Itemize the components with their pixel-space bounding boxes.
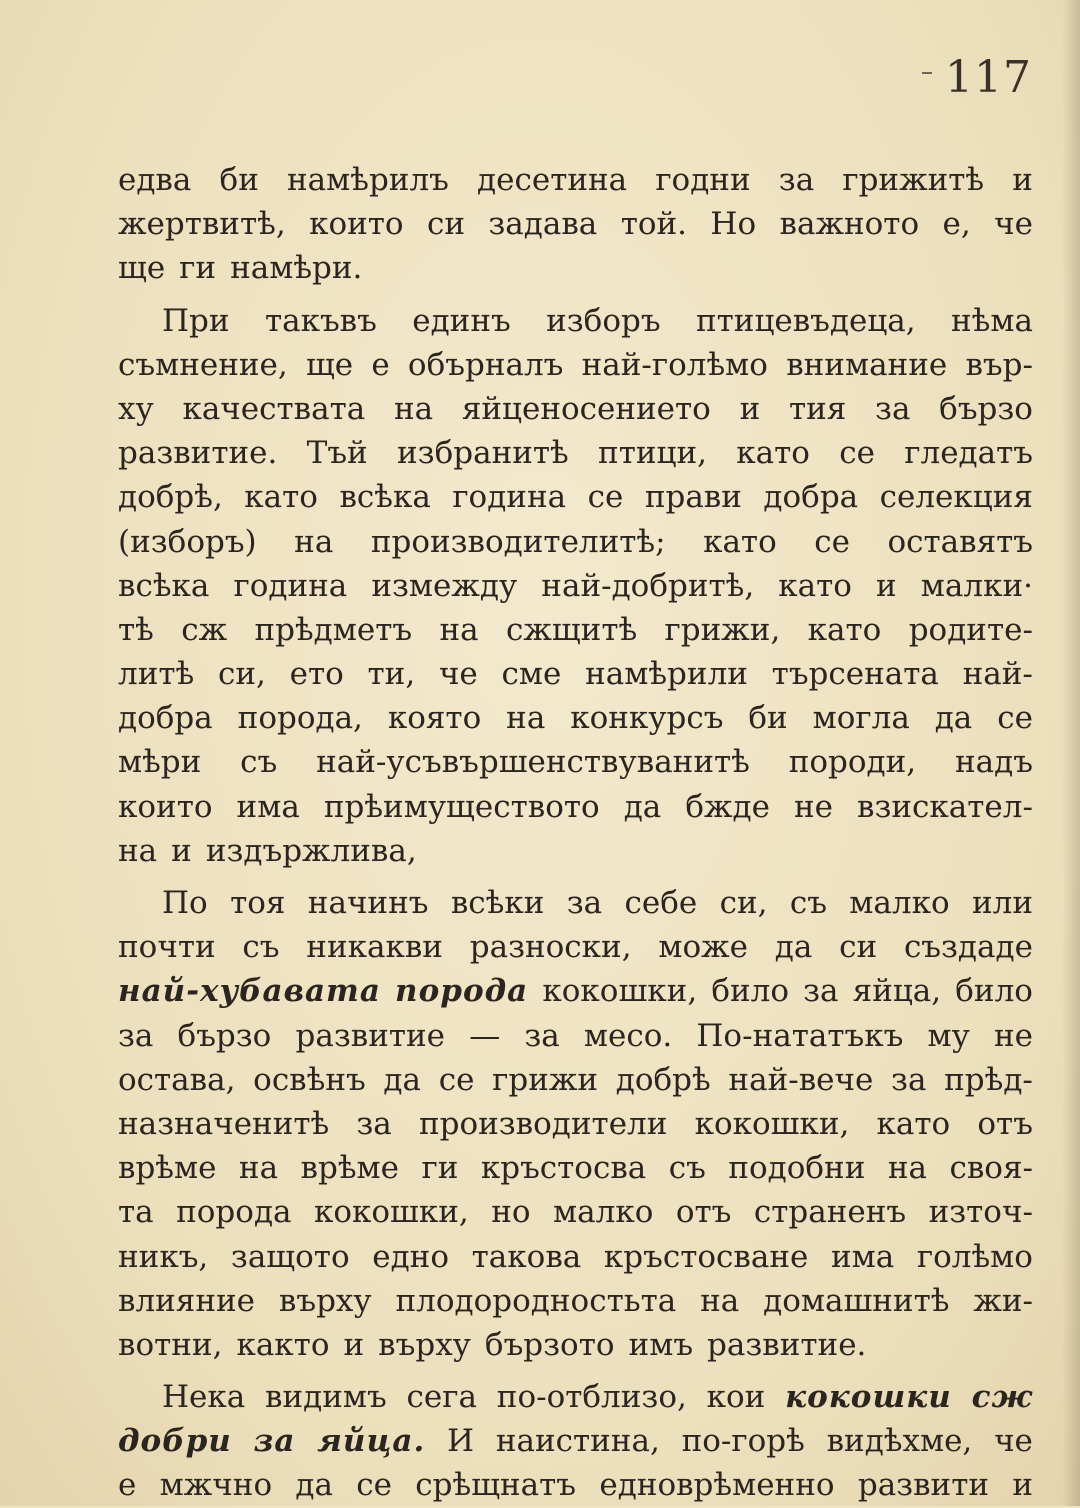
word: по-отблизо, <box>496 1379 687 1416</box>
word: отъ <box>977 1105 1033 1142</box>
word: развитие. <box>118 435 278 472</box>
word: разноски, <box>469 929 632 966</box>
word: че <box>438 656 478 693</box>
text-line <box>118 969 1033 1013</box>
word: птици, <box>598 435 707 472</box>
word: търсената <box>771 656 939 693</box>
word: малки· <box>920 567 1033 604</box>
word: най-добритѣ, <box>541 567 755 604</box>
emphasized-word: яйца. <box>317 1423 426 1460</box>
word: съ <box>240 744 278 781</box>
emphasized-word: кокошки <box>785 1379 952 1416</box>
word: било <box>711 973 789 1010</box>
word: като <box>876 1105 951 1142</box>
word: мѣри <box>118 744 202 781</box>
word: прѣимуществото <box>323 788 600 825</box>
word: конкурсъ <box>570 700 724 737</box>
word: може <box>658 929 748 966</box>
word: кръстосва <box>480 1150 647 1187</box>
text-line <box>118 829 1033 873</box>
word: защото <box>230 1238 350 1275</box>
word: съ <box>242 929 280 966</box>
text-line <box>118 202 1033 246</box>
word: срѣщнатъ <box>415 1467 577 1504</box>
word: и <box>343 1326 365 1363</box>
word: (изборъ) <box>118 523 257 560</box>
word: сега <box>406 1379 477 1416</box>
word: изборъ <box>546 302 661 339</box>
word: бързо <box>177 1017 272 1054</box>
word: развитие. <box>707 1326 867 1363</box>
word: за <box>566 885 603 921</box>
word: създаде <box>903 929 1033 966</box>
word: могла <box>812 700 910 737</box>
word: десетина <box>477 162 628 198</box>
word: начинъ <box>307 885 429 921</box>
word: той. <box>620 206 688 243</box>
text-body <box>118 158 1033 1508</box>
word: съмнение, <box>118 346 288 383</box>
word: родите- <box>908 611 1033 648</box>
word: или <box>971 885 1033 921</box>
paragraph-gap <box>118 291 1033 299</box>
word: обърналъ <box>407 346 564 383</box>
word: та <box>118 1194 154 1231</box>
word: вотни, <box>118 1326 223 1363</box>
word: прави <box>644 479 742 516</box>
word: издържлива, <box>205 832 417 869</box>
word: всѣки <box>450 885 545 921</box>
word: че <box>994 1423 1033 1460</box>
text-line <box>118 652 1033 696</box>
word: за <box>356 1105 392 1142</box>
word: месо. <box>583 1017 673 1054</box>
word: такъвъ <box>264 302 377 339</box>
word: ти, <box>367 656 416 693</box>
word: за <box>118 1017 154 1054</box>
word: най-голѣмо <box>581 346 768 383</box>
word: видѣхме, <box>826 1423 973 1460</box>
word: влияние <box>118 1282 256 1319</box>
text-line <box>118 431 1033 475</box>
text-line <box>118 564 1033 608</box>
word: се <box>438 1061 475 1098</box>
word: би <box>219 162 259 198</box>
word: литѣ <box>118 656 195 693</box>
word: — <box>469 1017 501 1054</box>
word: намѣри. <box>230 250 363 287</box>
word: за <box>778 162 815 198</box>
word: добра <box>118 700 213 737</box>
emphasized-word: порода <box>395 973 529 1010</box>
paragraph-gap <box>118 873 1033 881</box>
word: се <box>587 479 624 516</box>
text-line <box>118 1235 1033 1279</box>
word: които <box>309 206 404 243</box>
text-line <box>118 608 1033 652</box>
word: на <box>294 523 334 560</box>
word: кокошки, <box>313 1194 469 1231</box>
word: като <box>778 567 852 604</box>
word: птицевъдеца, <box>695 302 916 339</box>
word: съ <box>789 885 827 921</box>
word: вър- <box>965 346 1033 383</box>
word: внимание <box>786 346 948 383</box>
emphasized-word: най-хубавата <box>118 973 381 1010</box>
word: на <box>700 1282 740 1319</box>
word: никъ, <box>118 1238 209 1275</box>
word: назначенитѣ <box>118 1105 330 1142</box>
word: жертвитѣ, <box>118 206 286 243</box>
word: като <box>244 479 318 516</box>
word: има <box>830 1238 895 1275</box>
word: малко <box>553 1194 654 1231</box>
text-line <box>118 387 1033 431</box>
word: да <box>934 700 973 737</box>
word: грижи <box>492 1061 599 1098</box>
word: бжде <box>685 788 770 825</box>
word: едно <box>372 1238 450 1275</box>
word: ще <box>118 250 166 287</box>
word: като <box>736 435 810 472</box>
word: най-усъвършенствуванитѣ <box>316 744 750 781</box>
word: прѣд- <box>944 1061 1033 1098</box>
text-line <box>118 1146 1033 1190</box>
word: не <box>993 1017 1033 1054</box>
text-line <box>118 785 1033 829</box>
word: По <box>162 885 208 921</box>
text-line <box>118 1375 1033 1419</box>
word: на <box>238 1150 279 1187</box>
word: като <box>807 611 882 648</box>
word: но <box>491 1194 531 1231</box>
word: не <box>793 788 833 825</box>
word: грижи, <box>664 611 781 648</box>
word: е <box>371 346 390 383</box>
word: своя- <box>949 1150 1033 1187</box>
word: ху <box>118 390 154 427</box>
text-line <box>118 1323 1033 1367</box>
word: кои <box>706 1379 766 1416</box>
word: единъ <box>412 302 511 339</box>
word: на <box>506 700 546 737</box>
word: Тъй <box>306 435 368 472</box>
word: било <box>955 973 1033 1010</box>
word: врѣме <box>118 1150 217 1187</box>
page-number: 117 <box>945 52 1032 103</box>
text-line <box>118 1463 1033 1507</box>
word: остава, <box>118 1061 236 1098</box>
text-line <box>118 343 1033 387</box>
text-line <box>118 158 1033 202</box>
word: По-нататъкъ <box>696 1017 904 1054</box>
word: задава <box>488 206 598 243</box>
page-dash <box>922 72 932 74</box>
word: прѣдметъ <box>254 611 413 648</box>
word: страненъ <box>753 1194 907 1231</box>
word: Но <box>710 206 757 243</box>
word: на <box>118 832 158 869</box>
word: яйценосението <box>461 390 711 427</box>
word: намѣрили <box>585 656 748 693</box>
word: породи, <box>788 744 917 781</box>
text-line <box>118 1279 1033 1323</box>
word: има <box>236 788 300 825</box>
word: жи- <box>973 1282 1033 1319</box>
word: си <box>839 929 878 966</box>
text-line <box>118 520 1033 564</box>
word: почти <box>118 929 216 966</box>
word: се <box>356 1467 392 1504</box>
word: никакви <box>306 929 443 966</box>
word: При <box>162 302 230 339</box>
word: избранитѣ <box>397 435 569 472</box>
word: отъ <box>675 1194 732 1231</box>
page-edge-shadow <box>1062 0 1080 1506</box>
word: която <box>387 700 482 737</box>
word: подобни <box>728 1150 866 1187</box>
word: да <box>623 788 662 825</box>
word: за <box>803 973 839 1010</box>
text-line <box>118 1014 1033 1058</box>
word: всѣка <box>118 567 210 604</box>
word: ги <box>179 250 217 287</box>
text-line <box>118 925 1033 969</box>
word: сме <box>501 656 562 693</box>
word: се <box>839 435 875 472</box>
word: на <box>439 611 479 648</box>
word: ги <box>421 1150 459 1187</box>
word: тоя <box>230 885 286 921</box>
word: си, <box>719 885 768 921</box>
word: измежду <box>371 567 518 604</box>
word: съ <box>668 1150 706 1187</box>
word: и <box>171 832 192 869</box>
word: намѣрилъ <box>287 162 449 198</box>
word: е <box>118 1467 137 1504</box>
word: източ- <box>928 1194 1033 1231</box>
word: оставятъ <box>887 523 1033 560</box>
word: и <box>1012 162 1033 198</box>
word: година <box>452 479 567 516</box>
word: малко <box>849 885 950 921</box>
word: като <box>703 523 777 560</box>
word: мжчно <box>159 1467 273 1504</box>
word: добрѣ <box>615 1061 711 1098</box>
word: е, <box>942 206 971 243</box>
text-line <box>118 881 1033 925</box>
word: за <box>524 1017 560 1054</box>
word: тѣ <box>118 611 154 648</box>
word: гледатъ <box>904 435 1033 472</box>
text-line <box>118 1102 1033 1146</box>
text-line <box>118 299 1033 343</box>
word: да <box>383 1061 421 1098</box>
word: сжщитѣ <box>505 611 638 648</box>
word: за <box>891 1061 927 1098</box>
word: Нека <box>162 1379 246 1416</box>
word: развити <box>857 1467 990 1504</box>
word: домашнитѣ <box>763 1282 950 1319</box>
word: върху <box>378 1326 471 1363</box>
word: производители <box>418 1105 668 1142</box>
word: и <box>876 567 897 604</box>
word: кокошки, <box>694 1105 850 1142</box>
word: бързото <box>484 1326 615 1363</box>
text-line <box>118 1058 1033 1102</box>
word: важното <box>779 206 920 243</box>
word: селекция <box>879 479 1033 516</box>
word: добрѣ, <box>118 479 223 516</box>
word: година <box>233 567 348 604</box>
word: И <box>447 1423 475 1460</box>
text-line <box>118 1190 1033 1234</box>
word: ще <box>305 346 354 383</box>
emphasized-word: за <box>253 1423 296 1460</box>
text-line <box>118 1419 1033 1463</box>
word: видимъ <box>265 1379 387 1416</box>
word: грижитѣ <box>842 162 985 198</box>
word: за <box>875 390 911 427</box>
word: производителитѣ; <box>370 523 666 560</box>
word: сж <box>181 611 228 648</box>
word: и <box>739 390 761 427</box>
word: взискател- <box>857 788 1033 825</box>
word: кокошки, <box>542 973 698 1010</box>
word: които <box>118 788 213 825</box>
word: кръстосване <box>603 1238 809 1275</box>
word: порода, <box>237 700 363 737</box>
word: на <box>887 1150 927 1187</box>
word: всѣка <box>339 479 431 516</box>
word: нѣма <box>951 302 1033 339</box>
word: му <box>927 1017 970 1054</box>
word: наистина, <box>495 1423 660 1460</box>
word: по-горѣ <box>681 1423 805 1460</box>
text-line <box>118 475 1033 519</box>
word: яйца, <box>852 973 942 1010</box>
word: както <box>236 1326 330 1363</box>
word: бързо <box>939 390 1033 427</box>
word: добра <box>763 479 859 516</box>
paragraph-gap <box>118 1367 1033 1375</box>
word: би <box>748 700 788 737</box>
word: развитие <box>295 1017 446 1054</box>
word: плодородностьта <box>395 1282 677 1319</box>
emphasized-word: добри <box>118 1423 232 1460</box>
word: че <box>994 206 1033 243</box>
word: едноврѣменно <box>599 1467 835 1504</box>
word: тия <box>788 390 847 427</box>
word: качествата <box>182 390 366 427</box>
word: най-вече <box>728 1061 874 1098</box>
text-line <box>118 740 1033 784</box>
word: надъ <box>954 744 1033 781</box>
word: върху <box>278 1282 372 1319</box>
word: най- <box>962 656 1033 693</box>
word: имъ <box>628 1326 694 1363</box>
word: себе <box>624 885 698 921</box>
text-line <box>118 696 1033 740</box>
word: да <box>774 929 813 966</box>
word: се <box>997 700 1033 737</box>
emphasized-word: сж <box>971 1379 1033 1416</box>
word: освѣнъ <box>253 1061 366 1098</box>
word: голѣмо <box>916 1238 1033 1275</box>
word: ето <box>289 656 344 693</box>
word: и <box>1012 1467 1033 1504</box>
word: такова <box>471 1238 582 1275</box>
word: си, <box>217 656 266 693</box>
word: да <box>295 1467 333 1504</box>
text-line <box>118 246 1033 290</box>
word: си <box>426 206 465 243</box>
word: врѣме <box>300 1150 399 1187</box>
word: на <box>393 390 434 427</box>
word: годни <box>655 162 751 198</box>
word: порода <box>176 1194 292 1231</box>
word: се <box>814 523 850 560</box>
word: едва <box>118 162 192 198</box>
